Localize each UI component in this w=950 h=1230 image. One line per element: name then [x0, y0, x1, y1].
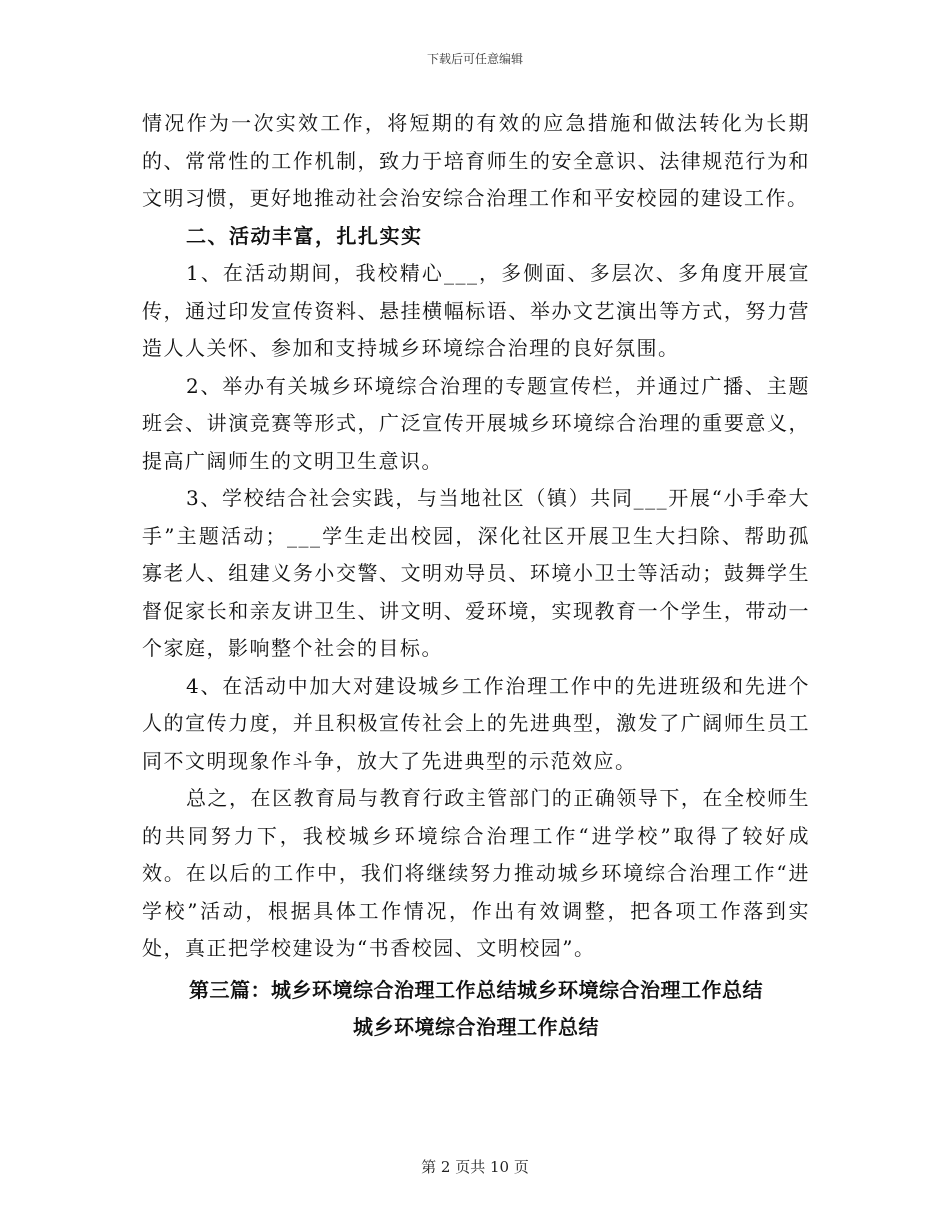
body-paragraph-continuation: 情况作为一次实效工作，将短期的有效的应急措施和做法转化为长期的、常常性的工作机制，致力于培育师生的安全意识、法律规范行为和文明习惯，更好地推动社会治安综合治理工作和平安校园的建设工作。 [142, 111, 810, 210]
chapter-subtitle: 城乡环境综合治理工作总结 [353, 1014, 599, 1039]
page-header: 下载后可任意编辑 [426, 52, 523, 66]
section-heading: 二、活动丰富，扎扎实实 [186, 223, 423, 248]
document-body [142, 105, 810, 1046]
page-footer: 第 2 页共 10 页 [421, 1158, 529, 1176]
summary-paragraph: 总之，在区教育局与教育行政主管部门的正确领导下，在全校师生的共同努力下，我校城乡环境综合治理工作“进学校”取得了较好成效。在以后的工作中，我们将继续努力推动城乡环境综合治理工作“进学校”活动，根据具体工作情况，作出有效调整，把各项工作落到实处，真正把学校建设为“书香校园、文明校园”。 [142, 786, 810, 960]
list-item-3: 3、学校结合社会实践，与当地社区（镇）共同___开展“小手牵大手”主题活动；___学生走出校园，深化社区开展卫生大扫除、帮助孤寡老人、组建义务小交警、文明劝导员、环境小卫士等活动；鼓舞学生督促家长和亲友讲卫生、讲文明、爱环境，实现教育一个学生，带动一个家庭，影响整个社会的目标。 [142, 486, 810, 660]
list-item-1: 1、在活动期间，我校精心___，多侧面、多层次、多角度开展宣传，通过印发宣传资料、悬挂横幅标语、举办文艺演出等方式，努力营造人人关怀、参加和支持城乡环境综合治理的良好氛围。 [142, 261, 810, 360]
chapter-title: 第三篇：城乡环境综合治理工作总结城乡环境综合治理工作总结 [189, 977, 763, 1002]
list-item-4: 4、在活动中加大对建设城乡工作治理工作中的先进班级和先进个人的宣传力度，并且积极宣传社会上的先进典型，激发了广阔师生员工同不文明现象作斗争，放大了先进典型的示范效应。 [142, 673, 810, 773]
list-item-2: 2、举办有关城乡环境综合治理的专题宣传栏，并通过广播、主题班会、讲演竞赛等形式，广泛宣传开展城乡环境综合治理的重要意义，提高广阔师生的文明卫生意识。 [142, 373, 810, 473]
